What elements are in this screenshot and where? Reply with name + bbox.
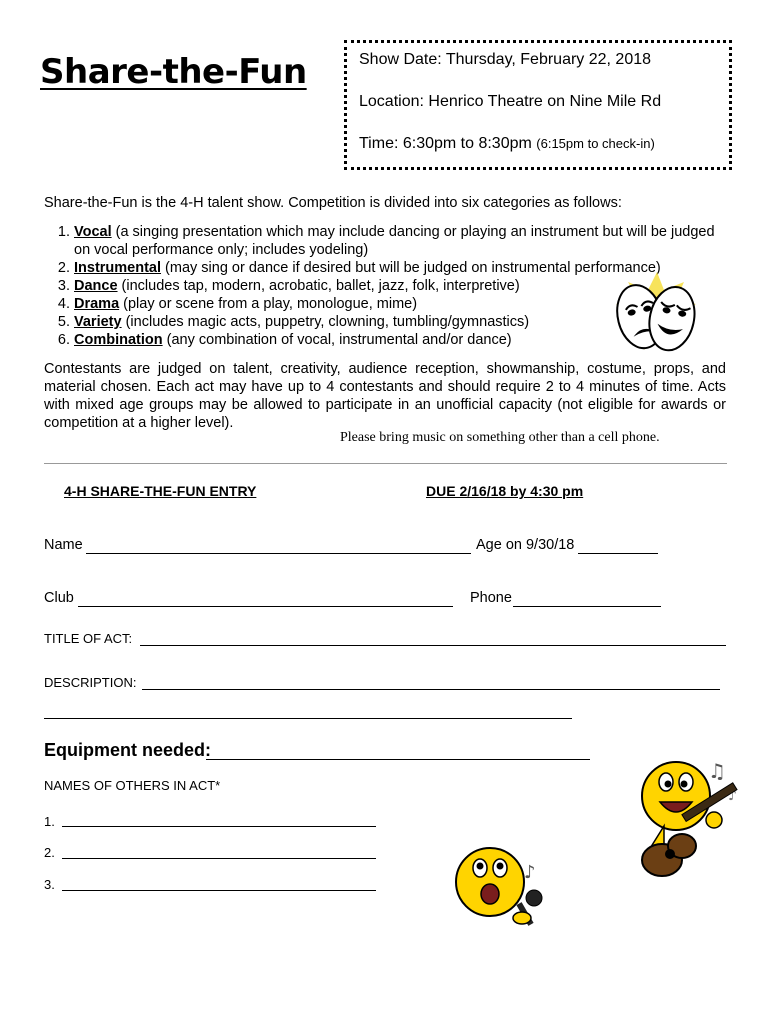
due-date: DUE 2/16/18 by 4:30 pm [426,483,584,499]
svg-text:♪: ♪ [728,788,737,804]
description-field[interactable] [142,689,720,690]
list-number: 6. [57,332,70,348]
show-location: Location: Henrico Theatre on Nine Mile Rd [359,93,662,110]
category-desc: (any combination of vocal, instrumental and/or dance) [162,332,512,348]
name-label: Name [44,537,83,553]
show-time [359,135,719,157]
checkin-time: (6:15pm to check-in) [536,136,655,151]
category-desc-cont: on vocal performance only; includes yodeling) [74,242,369,258]
category-name: Dance [74,278,118,294]
phone-label: Phone [470,590,512,606]
phone-field[interactable] [513,606,661,607]
list-item [44,223,734,259]
page-title: Share-the-Fun [40,52,307,92]
show-date: Show Date: Thursday, February 22, 2018 [359,51,652,68]
entry-form-title: 4-H SHARE-THE-FUN ENTRY [64,483,257,499]
other-3-label: 3. [44,877,55,892]
title-of-act-label: TITLE OF ACT: [44,631,133,646]
category-desc: (may sing or dance if desired but will be judged on instrumental performance) [161,260,661,276]
equipment-label: Equipment needed: [44,740,212,760]
description-field-line-2[interactable] [44,718,572,719]
title-of-act-field[interactable] [140,645,726,646]
name-field[interactable] [86,553,471,554]
svg-text:♫: ♫ [708,759,726,783]
section-divider [44,463,727,464]
category-name: Variety [74,314,122,330]
equipment-field[interactable] [206,759,590,760]
show-info-box [344,40,732,170]
other-2-field[interactable] [62,858,376,859]
drama-masks-icon [592,270,722,362]
music-note: Please bring music on something other than a cell phone. [340,430,660,445]
list-number: 3. [57,278,70,294]
category-name: Drama [74,296,120,312]
other-3-field[interactable] [62,890,376,891]
other-1-label: 1. [44,814,55,829]
show-time-text: Time: 6:30pm to 8:30pm [359,135,532,152]
category-desc: (play or scene from a play, monologue, mime) [119,296,418,312]
judging-paragraph: Contestants are judged on talent, creativity, audience reception, showmanship, costume, props, and material chosen. Each act may have up to 4 contestants and should require 2 to 4 minutes of time. Acts with mixed age groups may be allowed to participate in an unofficial capacity (not eligible for awards or competition at a higher level). [44,361,726,431]
list-number: 1. [57,224,70,240]
list-number: 5. [57,314,70,330]
guitar-smiley-icon [604,748,754,888]
list-number: 4. [57,296,70,312]
list-number: 2. [57,260,70,276]
other-2-label: 2. [44,845,55,860]
age-field[interactable] [578,553,658,554]
intro-text: Share-the-Fun is the 4-H talent show. Competition is divided into six categories as follows: [44,195,622,211]
category-name: Combination [74,332,163,348]
club-field[interactable] [78,606,453,607]
others-label: NAMES OF OTHERS IN ACT* [44,778,221,793]
age-label: Age on 9/30/18 [476,537,575,553]
category-desc: (includes magic acts, puppetry, clowning, tumbling/gymnastics) [121,314,530,330]
category-desc: (a singing presentation which may include dancing or playing an instrument but will be judged [111,224,715,240]
club-label: Club [44,590,74,606]
category-name: Vocal [74,224,112,240]
svg-text:♪: ♪ [524,862,536,883]
singing-smiley-icon [452,838,562,938]
description-label: DESCRIPTION: [44,675,137,690]
category-name: Instrumental [74,260,162,276]
category-desc: (includes tap, modern, acrobatic, ballet, jazz, folk, interpretive) [117,278,520,294]
other-1-field[interactable] [62,826,376,827]
